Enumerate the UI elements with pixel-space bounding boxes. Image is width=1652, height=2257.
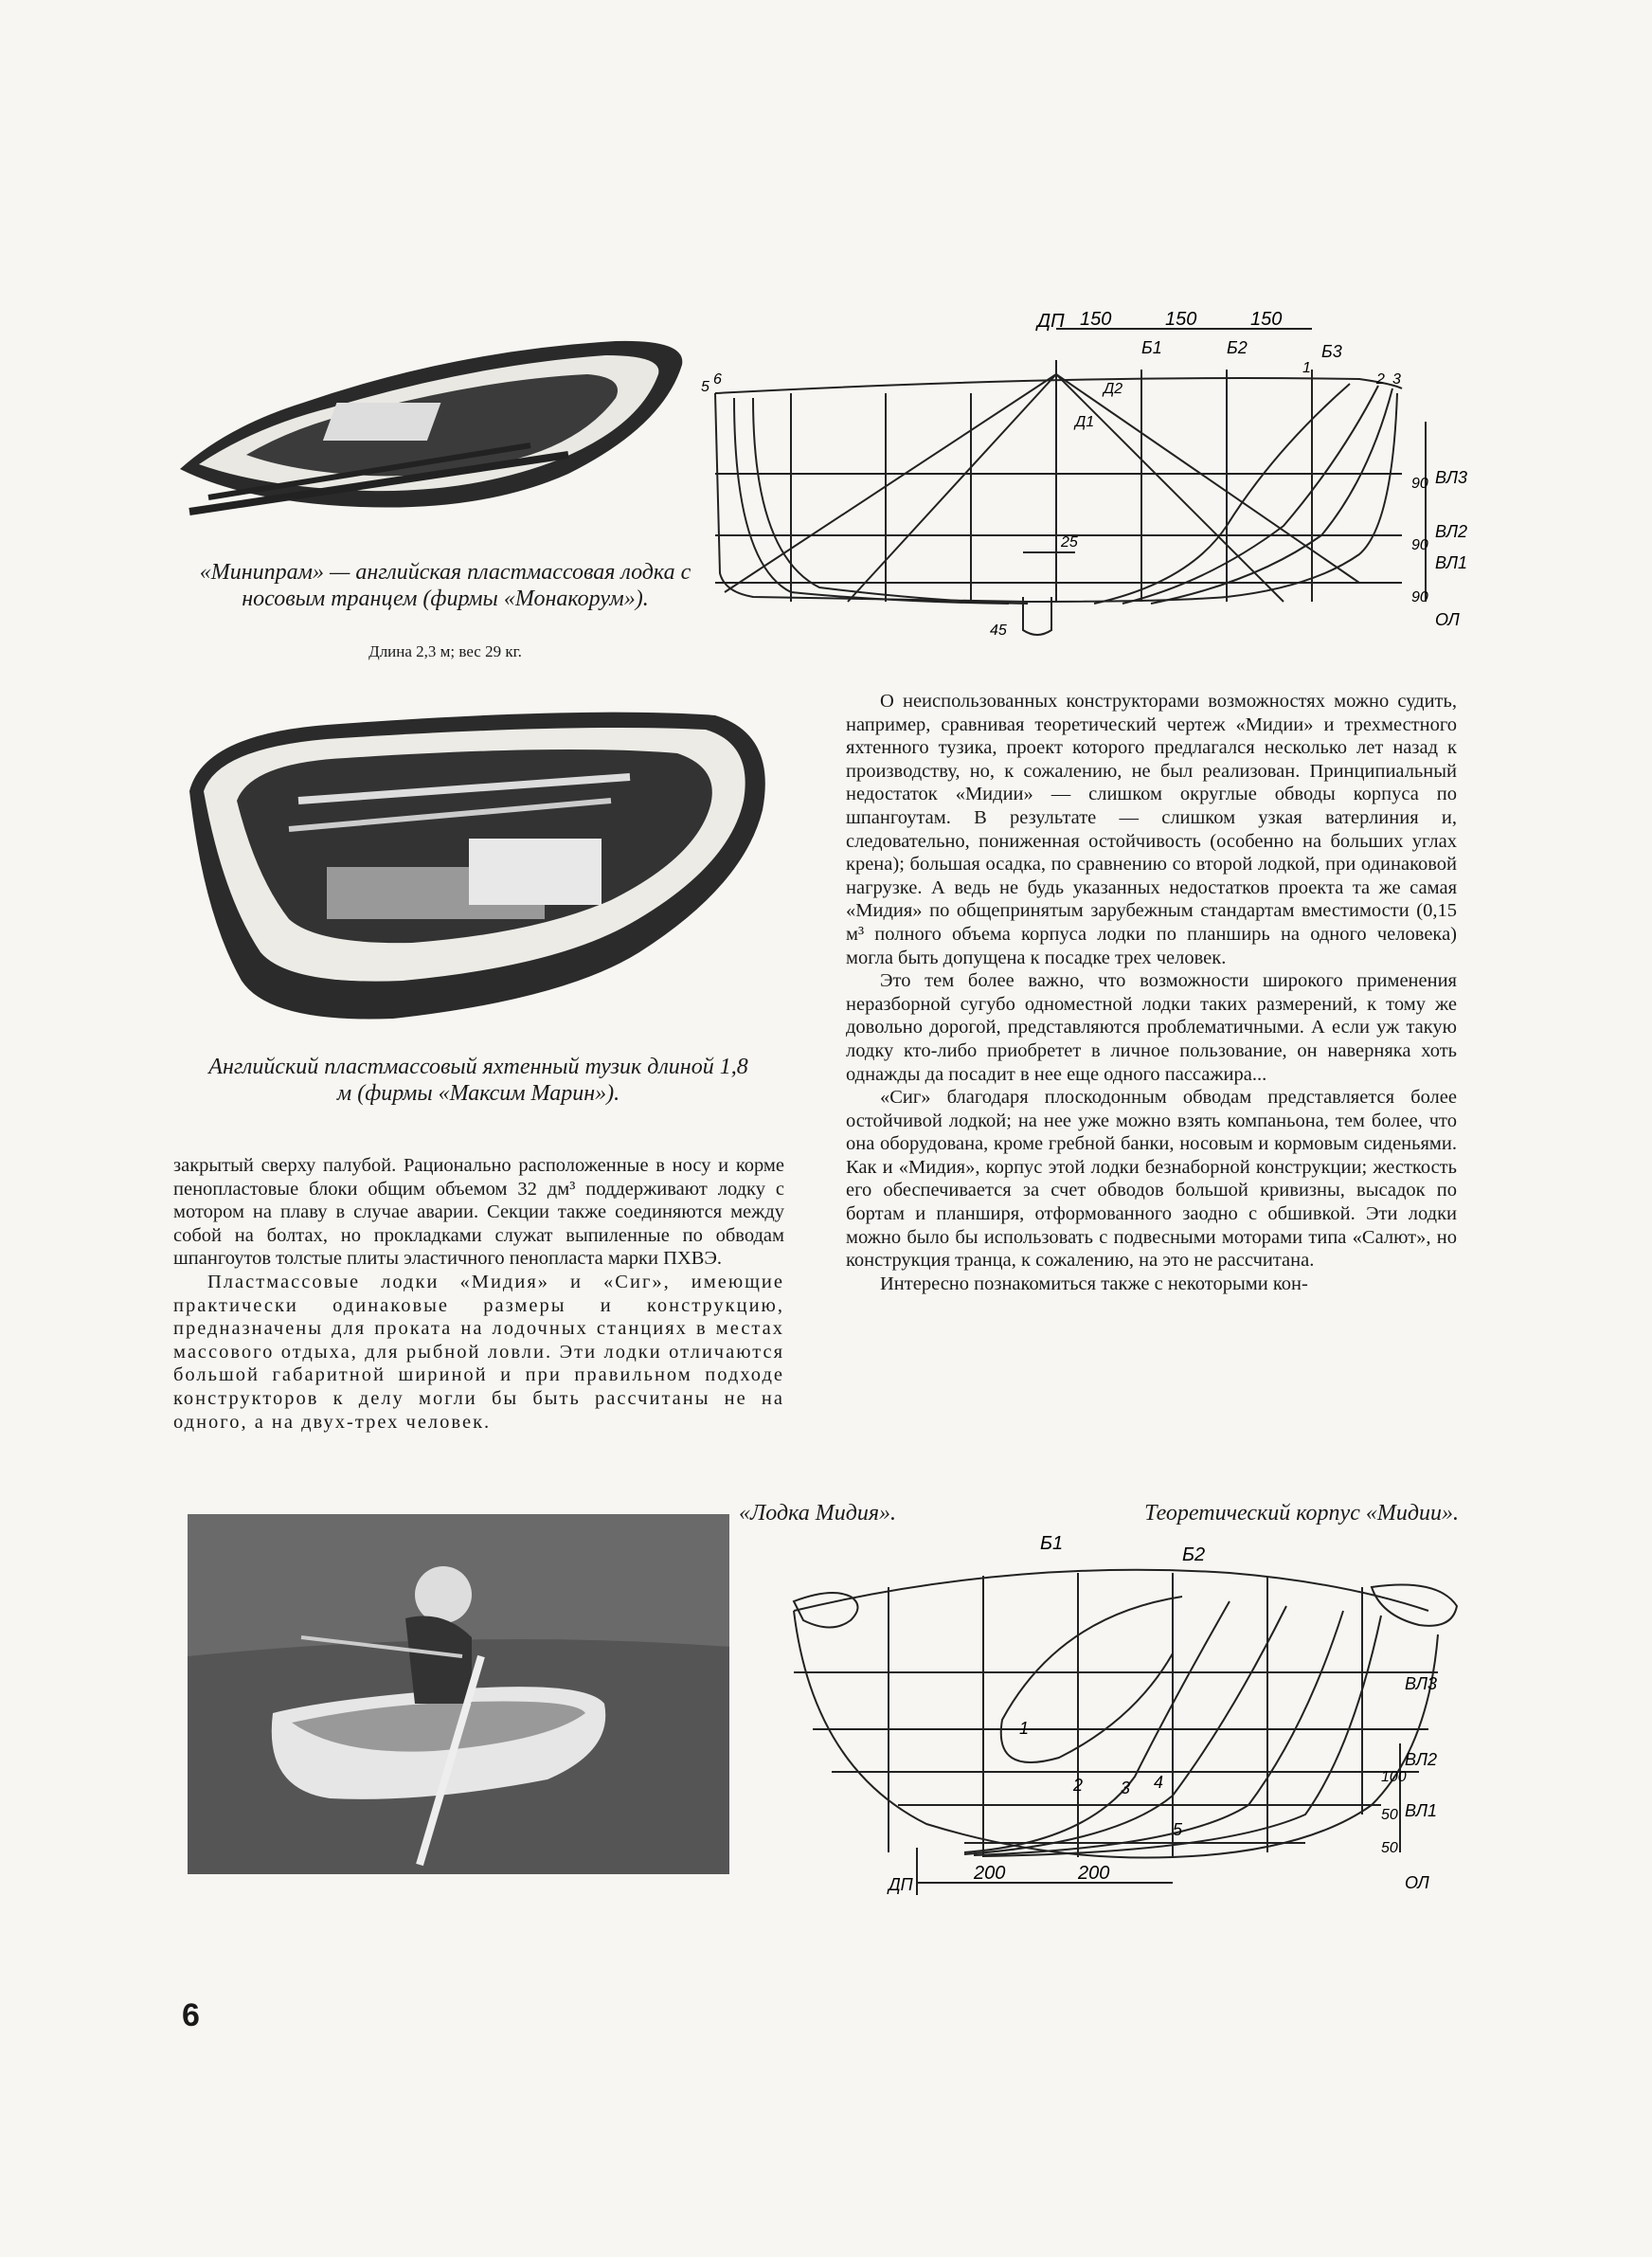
- tl-st6: 6: [713, 371, 722, 388]
- paragraph: Интересно познакомиться также с некоторыми кон-: [880, 1273, 1308, 1294]
- tuzik-caption: Английский пластмассовый яхтенный тузик длиной 1,8 м (фирмы «Максим Марин»).: [208, 1055, 748, 1106]
- bl-vl3: ВЛ3: [1405, 1674, 1437, 1693]
- tl-dim2: 150: [1165, 309, 1197, 330]
- tl-dp: ДП: [1037, 311, 1065, 332]
- tl-dim1: 150: [1080, 309, 1112, 330]
- paragraph: Пластмассовые лодки «Мидия» и «Сиг», имеющие практически одинаковые размеры и конструкцию, предназначены для проката на лодочных станциях в местах массового отдыха, для рыбной ловли. Эти лодки отличаются большой габаритной шириной и при правильном подходе конструкторов к делу могли бы быть рассчитаны не на одного, а на двух-трех человек.: [173, 1271, 784, 1433]
- bl-st2: 2: [1073, 1776, 1084, 1795]
- bl-vl1: ВЛ1: [1405, 1801, 1437, 1820]
- bl-h50b: 50: [1381, 1840, 1398, 1856]
- paragraph: Это тем более важно, что возможности широкого применения неразборной сугубо одноместной лодки таких размерений, к тому же довольно дорогой, представляются проблематичными. А если уж такую лодку кто-либо приобретет в личное пользование, он наверняка хоть однажды да посадит в нее еще одного пассажира...: [846, 970, 1457, 1085]
- miniprom-caption: «Минипрам» — английская пластмассовая лодка с носовым транцем (фирмы «Монакорум»).: [199, 560, 691, 611]
- right-column-text: [846, 690, 1457, 1295]
- bl-dp: ДП: [889, 1875, 913, 1894]
- bl-st1: 1: [1019, 1719, 1030, 1738]
- bl-h50a: 50: [1381, 1807, 1398, 1823]
- tl-s25: 25: [1061, 534, 1078, 551]
- bl-h100: 100: [1381, 1769, 1407, 1785]
- tl-st2: 2: [1376, 371, 1385, 388]
- midia-theoretical-caption: Теоретический корпус «Мидии».: [1144, 1501, 1459, 1526]
- tl-st5: 5: [701, 379, 709, 395]
- tl-d1: Д1: [1075, 414, 1095, 430]
- left-column-text: [173, 1154, 784, 1434]
- tl-st1: 1: [1302, 360, 1311, 376]
- midia-lines-drawing: [775, 1530, 1466, 1905]
- tl-b2: Б2: [1227, 338, 1248, 357]
- tl-dim3: 150: [1250, 309, 1283, 330]
- tl-h90b: 90: [1411, 537, 1428, 553]
- miniprom-specs: Длина 2,3 м; вес 29 кг.: [368, 642, 522, 660]
- paragraph: «Сиг» благодаря плоскодонным обводам представляется более остойчивой лодкой; на нее уже можно взять компаньона, тем более, что она оборудована, кроме гребной банки, носовым и кормовым сиденьями. Как и «Мидия», корпус этой лодки безнаборной конструкции; жесткость его обеспечивается за счет обводов большой кривизны, высадок по бортам и планширя, отформованного заодно с обшивкой. Эти лодки можно было бы использовать с подвесными моторами типа «Салют», но конструкция транца, к сожалению, на это не рассчитана.: [846, 1087, 1457, 1272]
- tl-vl2: ВЛ2: [1435, 522, 1467, 541]
- paragraph: закрытый сверху палубой. Рационально расположенные в носу и корме пенопластовые блоки общим объемом 32 дм³ поддерживают лодку с мотором на плаву в случае аварии. Секции также соединяются между собой на болтах, но прокладками служат выпиленные по обводам шпангоутов толстые плиты эластичного пенопласта марки ПХВЭ.: [173, 1155, 784, 1270]
- bl-st5: 5: [1173, 1820, 1183, 1839]
- bl-d200b: 200: [1078, 1863, 1110, 1884]
- bl-st4: 4: [1154, 1773, 1164, 1792]
- tl-ol: ОЛ: [1435, 610, 1460, 629]
- tl-h90a: 90: [1411, 476, 1428, 492]
- bl-vl2: ВЛ2: [1405, 1750, 1437, 1769]
- tl-h90c: 90: [1411, 589, 1428, 605]
- tl-s45: 45: [990, 623, 1007, 639]
- tl-b1: Б1: [1141, 338, 1162, 357]
- tl-vl1: ВЛ1: [1435, 553, 1467, 572]
- tl-st3: 3: [1392, 371, 1401, 388]
- midia-photo-caption: «Лодка Мидия».: [739, 1501, 896, 1526]
- tl-b3: Б3: [1321, 342, 1342, 361]
- page-number: 6: [182, 1997, 200, 2033]
- miniprom-illustration: [171, 313, 701, 521]
- paragraph: О неиспользованных конструкторами возможностях можно судить, например, сравнивая теоретический чертеж «Мидии» и трехместного яхтенного тузика, проект которого предлагался несколько лет назад к производству, но, к сожалению, не был реализован. Принципиальный недостаток «Мидии» — слишком округлые обводы корпуса по шпангоутам. В результате — слишком узкая ватерлиния и, следовательно, пониженная остойчивость (особенно на больших углах крена); большая осадка, по сравнению со второй лодкой, при одинаковой нагрузке. А ведь не будь указанных недостатков проекта та же самая «Мидия» по общепринятым зарубежным стандартам вместимости (0,15 м³ полного объема корпуса лодки по планширь на одного человека) могла быть допущена к посадке трех человек.: [846, 691, 1457, 968]
- bl-d200a: 200: [974, 1863, 1006, 1884]
- midia-photo: [188, 1514, 729, 1874]
- bl-ol: ОЛ: [1405, 1873, 1429, 1892]
- tl-d2: Д2: [1104, 381, 1123, 397]
- bl-st3: 3: [1121, 1779, 1131, 1797]
- bl-b2: Б2: [1182, 1544, 1206, 1565]
- tuzik-illustration: [185, 696, 772, 1023]
- bl-b1: Б1: [1040, 1533, 1064, 1554]
- tl-vl3: ВЛ3: [1435, 468, 1467, 487]
- tuzik-lines-drawing: [696, 308, 1482, 659]
